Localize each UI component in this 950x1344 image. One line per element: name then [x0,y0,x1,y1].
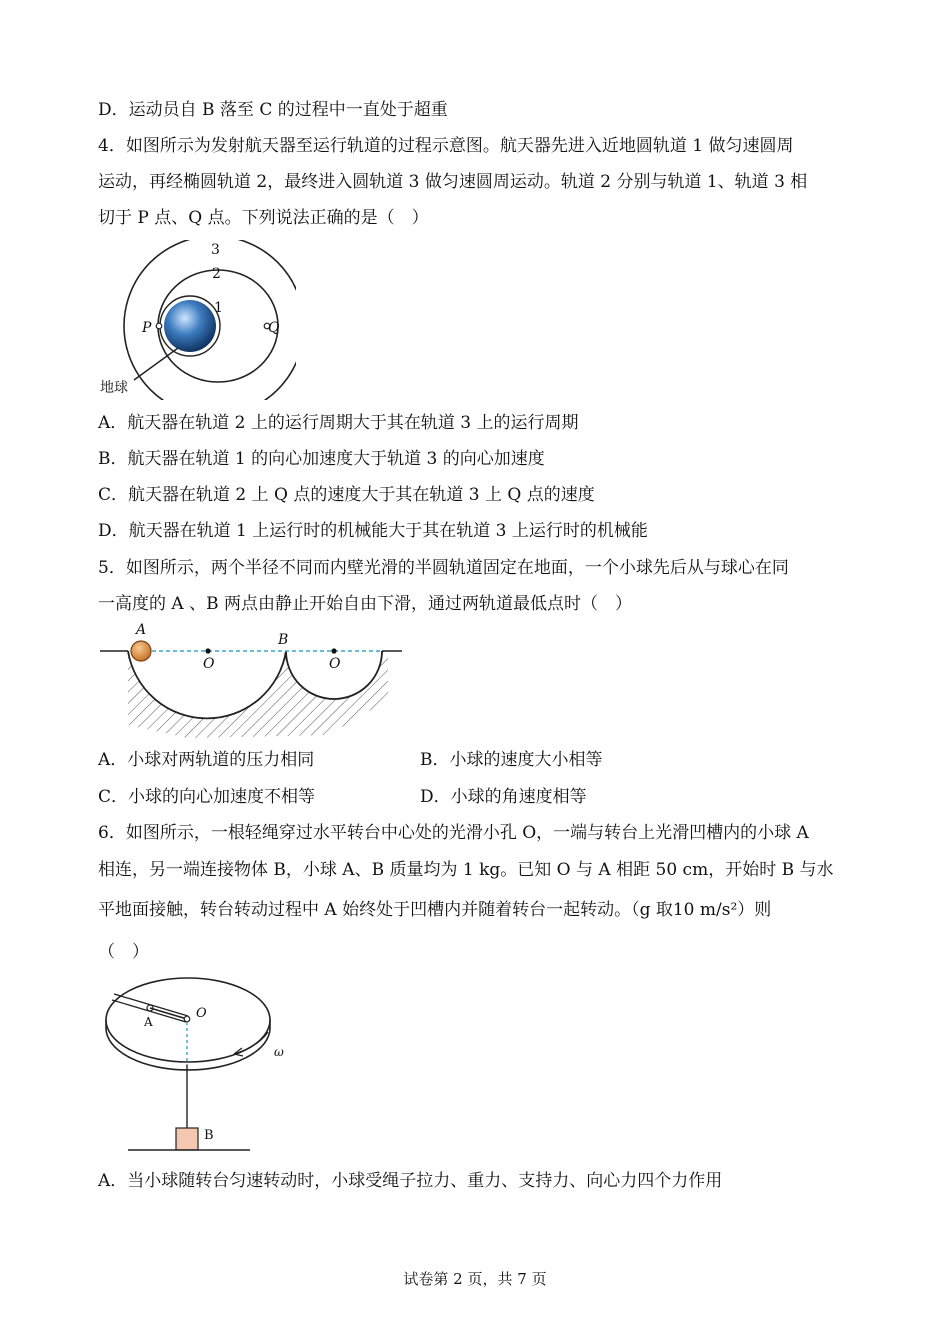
omega-label: ω [274,1045,284,1059]
q6-stem-line-3: 平地面接触，转台转动过程中 A 始终处于凹槽内并随着转台一起转动。（g 取10 m/s²）则 [98,900,772,920]
orbit-diagram [96,240,296,400]
q6-stem-line-4: （ ） [98,942,149,962]
block-b [176,1128,198,1150]
q6-stem-line-2: 相连，另一端连接物体 B，小球 A、B 质量均为 1 kg。已知 O 与 A 相距 50 cm，开始时 B 与水 [98,860,834,880]
orbit-2-label: 2 [212,266,221,282]
center-o2-dot [331,648,336,653]
block-b-label: B [204,1128,214,1143]
earth-globe [164,300,216,352]
track-diagram [98,620,408,740]
q4-stem-line-1: 4．如图所示为发射航天器至运行轨道的过程示意图。航天器先进入近地圆轨道 1 做匀速圆周 [98,136,794,156]
page-footer: 试卷第 2 页，共 7 页 [403,1270,547,1288]
q4-stem-line-2: 运动，再经椭圆轨道 2，最终进入圆轨道 3 做匀速圆周运动。轨道 2 分别与轨道 1、轨道 3 相 [98,172,808,192]
q6-option-a: A．当小球随转台匀速转动时，小球受绳子拉力、重力、支持力、向心力四个力作用 [98,1171,723,1191]
center-o2-label: O [329,656,341,672]
earth-pointer-line [134,348,178,380]
turntable-diagram [100,970,300,1160]
point-p-label: P [142,320,152,336]
track-figure [98,620,408,740]
q4-option-c: C．航天器在轨道 2 上 Q 点的速度大于其在轨道 3 上 Q 点的速度 [98,485,595,505]
hole-o [184,1016,190,1022]
q4-stem-line-3: 切于 P 点、Q 点。下列说法正确的是（ ） [98,208,429,228]
q5-option-b: B．小球的速度大小相等 [420,750,603,770]
q5-stem-line-2: 一高度的 A 、B 两点由静止开始自由下滑，通过两轨道最低点时（ ） [98,594,632,614]
ball-a-label: A [144,1015,153,1029]
point-q-label: Q [268,320,280,336]
point-a-label: A [136,622,147,638]
q5-option-a: A．小球对两轨道的压力相同 [98,750,315,770]
q4-option-b: B．航天器在轨道 1 的向心加速度大于轨道 3 的向心加速度 [98,449,545,469]
center-o1-label: O [203,656,215,672]
hole-o-label: O [196,1006,207,1021]
orbit-3-label: 3 [211,242,220,258]
point-b-label: B [278,632,289,648]
q4-option-d: D．航天器在轨道 1 上运行时的机械能大于其在轨道 3 上运行时的机械能 [98,521,648,541]
q5-option-d: D．小球的角速度相等 [420,787,587,807]
q5-option-c: C．小球的向心加速度不相等 [98,787,316,807]
q4-option-a: A．航天器在轨道 2 上的运行周期大于其在轨道 3 上的运行周期 [98,413,579,433]
q6-stem-line-1: 6．如图所示，一根轻绳穿过水平转台中心处的光滑小孔 O，一端与转台上光滑凹槽内的小球 A [98,823,809,843]
earth-label: 地球 [100,380,128,396]
center-o1-dot [205,648,210,653]
q5-stem-line-1: 5．如图所示，两个半径不同而内壁光滑的半圆轨道固定在地面，一个小球先后从与球心在同 [98,558,789,578]
q3-option-d: D．运动员自 B 落至 C 的过程中一直处于超重 [98,100,448,120]
ball [131,641,151,661]
point-p-marker [156,323,162,329]
orbit-1-label: 1 [214,300,223,316]
turntable-figure [100,970,300,1160]
orbit-figure [96,240,296,400]
